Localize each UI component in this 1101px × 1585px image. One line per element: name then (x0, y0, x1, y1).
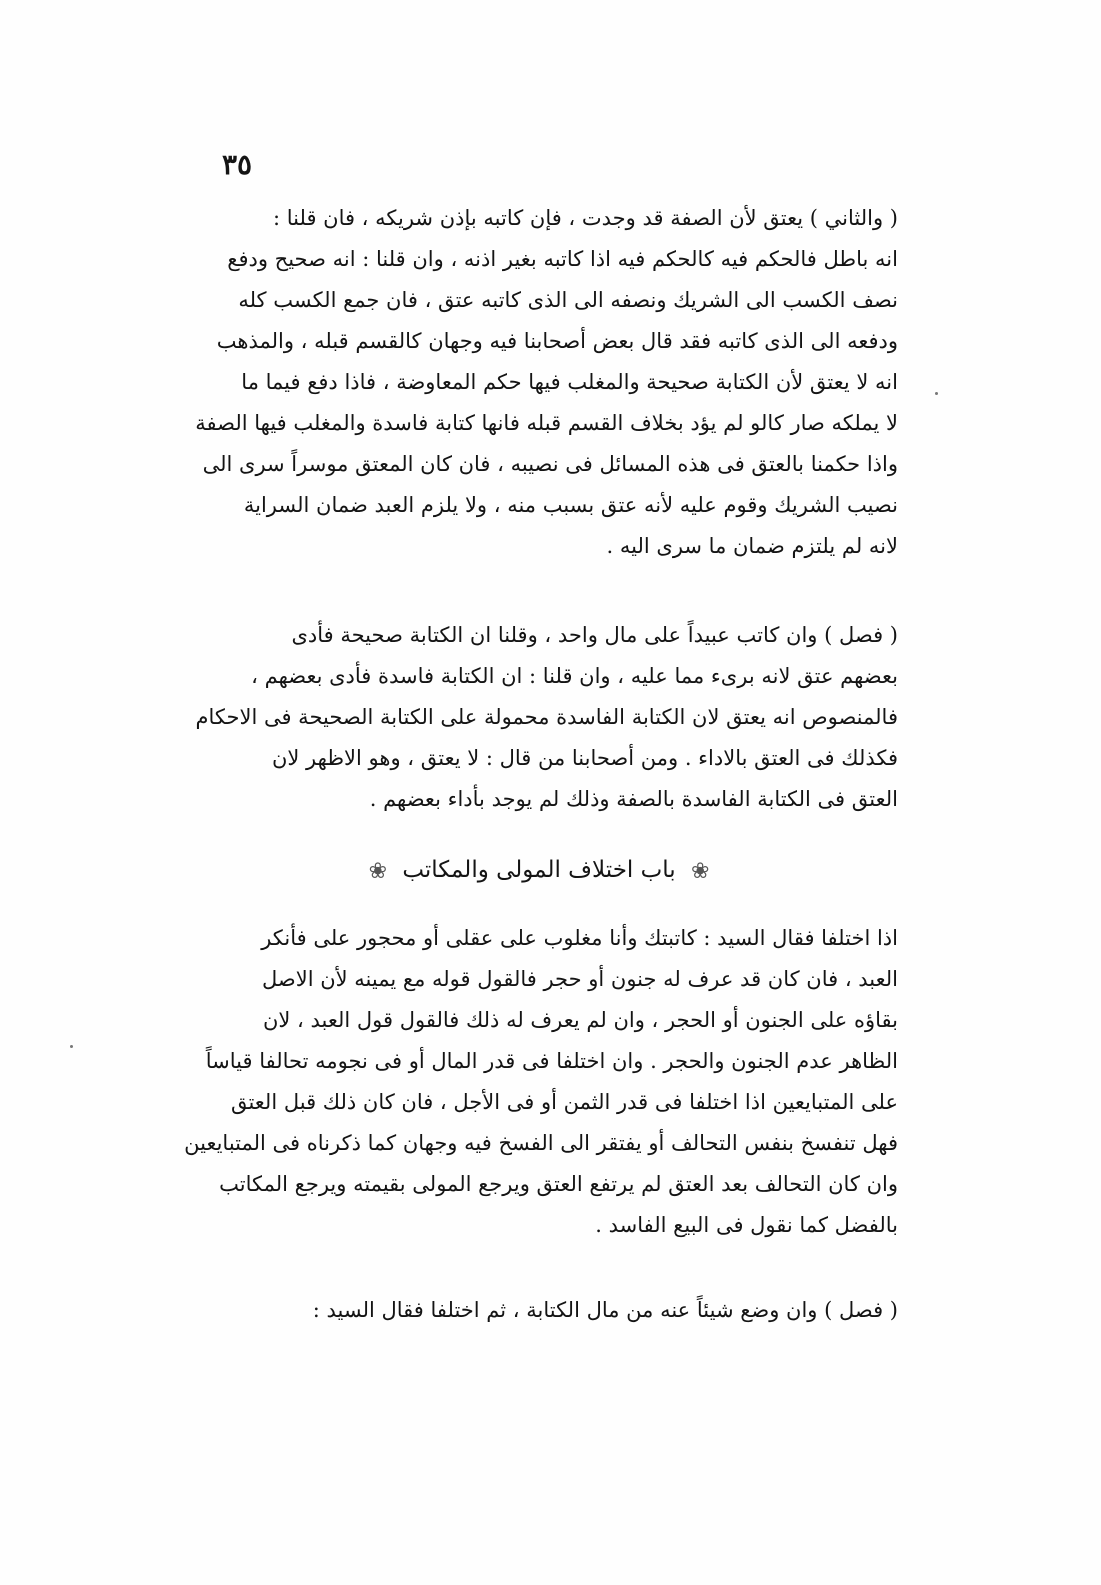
page-number: ٣٥ (222, 148, 253, 181)
text-line: وان كان التحالف بعد العتق لم يرتفع العتق ويرجع المولى بقيمته ويرجع المكاتب (219, 1172, 898, 1196)
text-line: نصيب الشريك وقوم عليه لأنه عتق بسبب منه ، ولا يلزم العبد ضمان السراية (243, 493, 898, 517)
text-line: لانه لم يلتزم ضمان ما سرى اليه . (606, 534, 898, 558)
text-line: على المتبايعين اذا اختلفا فى قدر الثمن أو فى الأجل ، فان كان ذلك قبل العتق (230, 1090, 898, 1114)
text-line: ( والثاني ) يعتق لأن الصفة قد وجدت ، فإن كاتبه بإذن شريكه ، فان قلنا : (273, 206, 898, 230)
text-line: واذا حكمنا بالعتق فى هذه المسائل فى نصيبه ، فان كان المعتق موسراً سرى الى (202, 452, 898, 476)
chapter-heading-text: باب اختلاف المولى والمكاتب (402, 857, 676, 883)
text-line: فهل تنفسخ بنفس التحالف أو يفتقر الى الفسخ فيه وجهان كما ذكرناه فى المتبايعين (184, 1131, 898, 1155)
text-line: العبد ، فان كان قد عرف له جنون أو حجر فالقول قوله مع يمينه لأن الاصل (262, 967, 898, 991)
text-line: بالفضل كما نقول فى البيع الفاسد . (595, 1213, 898, 1237)
scan-speck (70, 1045, 73, 1048)
text-line: ودفعه الى الذى كاتبه فقد قال بعض أصحابنا فيه وجهان كالقسم قبله ، والمذهب (216, 329, 898, 353)
text-line: بقاؤه على الجنون أو الحجر ، وان لم يعرف له ذلك فالقول قول العبد ، لان (262, 1008, 898, 1032)
text-line: فكذلك فى العتق بالاداء . ومن أصحابنا من قال : لا يعتق ، وهو الاظهر لان (271, 746, 898, 770)
paragraph-3 (180, 918, 898, 1246)
text-line: ( فصل ) وان كاتب عبيداً على مال واحد ، وقلنا ان الكتابة صحيحة فأدى (291, 623, 898, 647)
scan-speck (935, 392, 938, 395)
text-line: نصف الكسب الى الشريك ونصفه الى الذى كاتبه عتق ، فان جمع الكسب كله (238, 288, 898, 312)
ornament-icon: ❀ (691, 858, 710, 884)
text-line: العتق فى الكتابة الفاسدة بالصفة وذلك لم يوجد بأداء بعضهم . (369, 787, 898, 811)
text-line: بعضهم عتق لانه برىء مما عليه ، وان قلنا : ان الكتابة فاسدة فأدى بعضهم ، (251, 664, 898, 688)
text-line: لا يملكه صار كالو لم يؤد بخلاف القسم قبله فانها كتابة فاسدة والمغلب فيها الصفة (195, 411, 898, 435)
text-line: فالمنصوص انه يعتق لان الكتابة الفاسدة محمولة على الكتابة الصحيحة فى الاحكام (195, 705, 898, 729)
ornament-icon: ❀ (368, 858, 387, 884)
text-line: اذا اختلفا فقال السيد : كاتبتك وأنا مغلوب على عقلى أو محجور على فأنكر (261, 926, 898, 950)
text-line: انه لا يعتق لأن الكتابة صحيحة والمغلب فيها حكم المعاوضة ، فاذا دفع فيما ما (241, 370, 898, 394)
paragraph-1 (180, 198, 898, 567)
paragraph-4 (180, 1290, 898, 1331)
text-line: الظاهر عدم الجنون والحجر . وان اختلفا فى قدر المال أو فى نجومه تحالفا قياساً (205, 1049, 898, 1073)
text-line: ( فصل ) وان وضع شيئاً عنه من مال الكتابة ، ثم اختلفا فقال السيد : (312, 1298, 898, 1322)
chapter-heading (180, 857, 898, 884)
text-line: انه باطل فالحكم فيه كالحكم فيه اذا كاتبه بغير اذنه ، وان قلنا : انه صحيح ودفع (227, 247, 898, 271)
paragraph-2 (180, 615, 898, 820)
